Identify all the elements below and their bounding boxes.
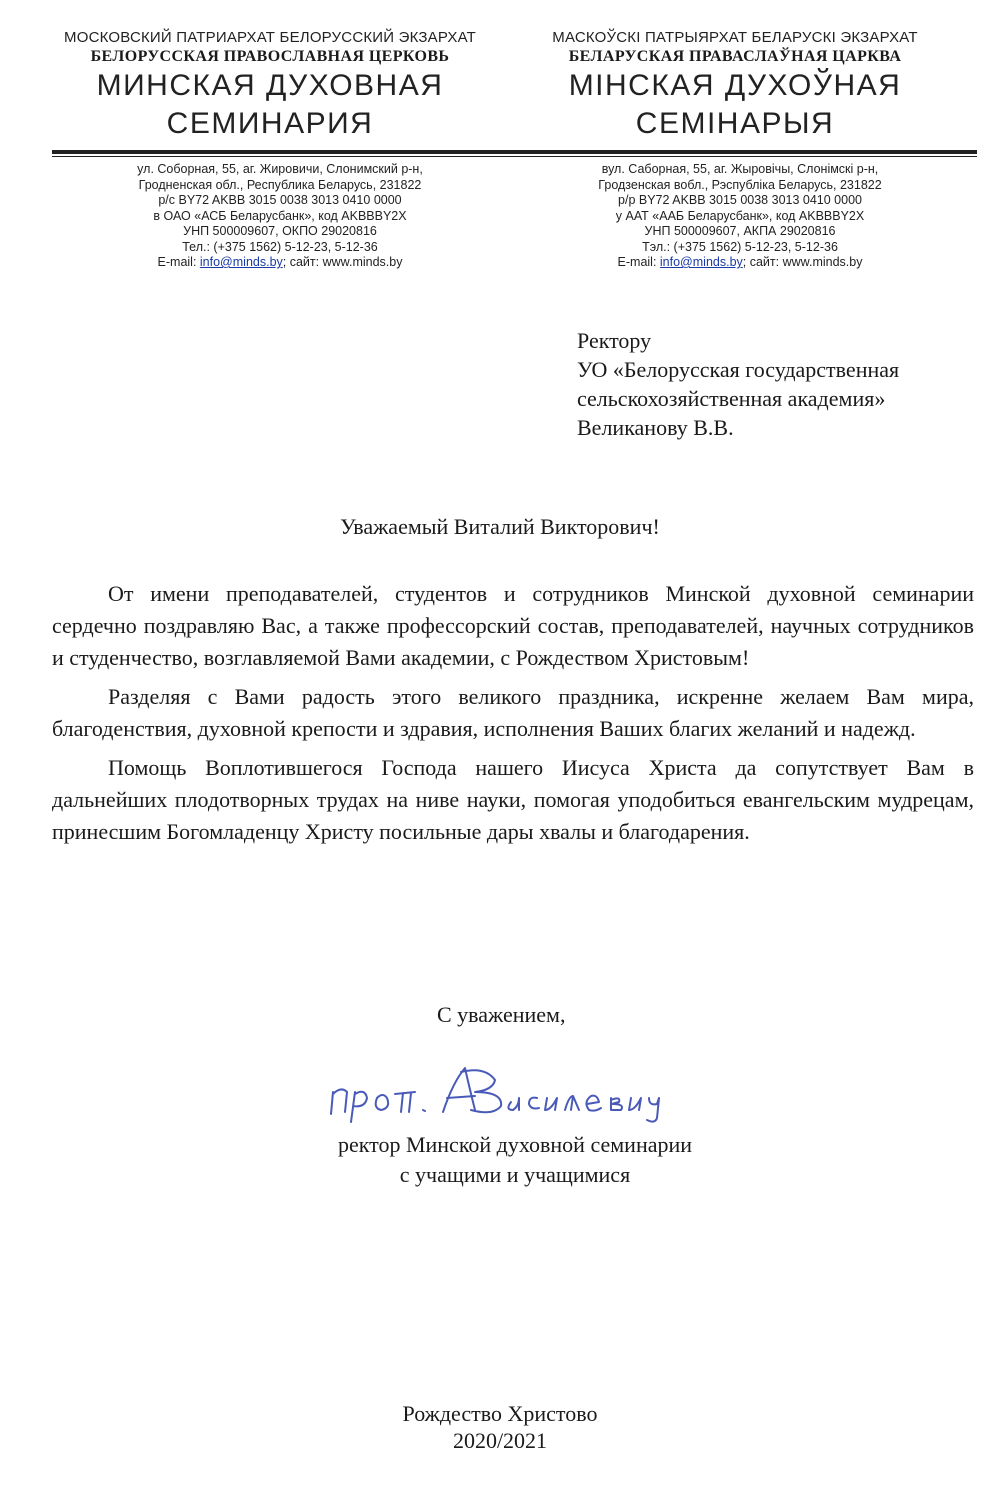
footer-year: 2020/2021 <box>452 1428 548 1453</box>
signer-subtitle: с учащими и учащимися <box>399 1162 631 1187</box>
signer-block <box>0 1130 1000 1190</box>
email-label: E-mail: <box>157 255 200 269</box>
contact-right-line <box>540 255 940 271</box>
email-link[interactable]: info@minds.by <box>199 255 283 269</box>
address-right-line: у ААТ «ААБ Беларусбанк», код AKBBBY2X <box>615 208 865 223</box>
letterhead-right-name-line1: МІНСКАЯ ДУХОЎНАЯ <box>568 69 902 102</box>
letterhead-divider-thin <box>52 156 977 157</box>
letterhead-left-name-line2: СЕМИНАРИЯ <box>166 107 374 140</box>
recipient-block <box>577 326 899 442</box>
recipient-line: УО «Белорусская государственная <box>577 357 900 382</box>
letterhead-left-patriarchate: МОСКОВСКИЙ ПАТРИАРХАТ БЕЛОРУССКИЙ ЭКЗАРХАТ <box>64 29 476 46</box>
address-left-line: ул. Соборная, 55, аг. Жировичи, Слонимский р-н, <box>137 162 423 176</box>
body-paragraph: От имени преподавателей, студентов и сотрудников Минской духовной семинарии сердечно поздравляю Вас, а также профессорский состав, преподавателей, научных сотрудников и студенчество, возглавляемой Вами академии, с Рождеством Христовым! <box>52 581 974 670</box>
site-text: ; сайт: www.minds.by <box>742 255 863 269</box>
address-right-line: УНП 500009607, АКПА 29020816 <box>644 224 836 238</box>
address-left-line: в ОАО «АСБ Беларусбанк», код AKBBBY2X <box>153 208 407 223</box>
body-paragraph: Разделяя с Вами радость этого великого праздника, искренне желаем Вам мира, благоденствия, духовной крепости и здравия, исполнения Ваших благих желаний и надежд. <box>52 684 974 741</box>
address-left-line: УНП 500009607, ОКПО 29020816 <box>183 224 377 238</box>
address-block-left <box>80 162 480 271</box>
letterhead-right <box>500 28 970 143</box>
letterhead-left-name-line1: МИНСКАЯ ДУХОВНАЯ <box>96 69 444 102</box>
address-block-right <box>540 162 940 271</box>
email-link[interactable]: info@minds.by <box>659 255 743 269</box>
recipient-line: Ректору <box>577 328 652 353</box>
signer-title: ректор Минской духовной семинарии <box>337 1132 693 1157</box>
email-label: E-mail: <box>617 255 660 269</box>
address-right-line: Тэл.: (+375 1562) 5-12-23, 5-12-36 <box>642 239 838 254</box>
address-left-line: Гродненская обл., Республика Беларусь, 231822 <box>138 177 422 192</box>
letterhead-right-name-line2: СЕМІНАРЫЯ <box>635 107 835 140</box>
body-paragraph: Помощь Воплотившегося Господа нашего Иисуса Христа да сопутствует Вам в дальнейших плодотворных трудах на ниве науки, помогая уподобиться евангельским мудрецам, принесшим Богомладенцу Христу посильные дары хвалы и благодарения. <box>52 755 974 844</box>
contact-left-line <box>80 255 480 271</box>
footer-occasion: Рождество Христово <box>402 1401 598 1426</box>
letterhead-left <box>35 28 505 143</box>
handwritten-signature <box>325 1062 705 1124</box>
closing: С уважением, <box>437 1002 566 1027</box>
recipient-line: сельскохозяйственная академия» <box>577 386 886 411</box>
address-right-line: Гродзенская вобл., Рэспубліка Беларусь, 231822 <box>598 177 882 192</box>
address-left-line: Тел.: (+375 1562) 5-12-23, 5-12-36 <box>182 239 378 254</box>
address-right-line: р/р BY72 AKBB 3015 0038 3013 0410 0000 <box>618 193 862 207</box>
recipient-line: Великанову В.В. <box>577 415 734 440</box>
letterhead-divider-thick <box>52 150 977 154</box>
letterhead-right-church: БЕЛАРУСКАЯ ПРАВАСЛАЎНАЯ ЦАРКВА <box>568 48 902 65</box>
site-text: ; сайт: www.minds.by <box>282 255 403 269</box>
address-left-line: р/с BY72 AKBB 3015 0038 3013 0410 0000 <box>158 193 402 207</box>
address-right-line: вул. Саборная, 55, аг. Жыровічы, Слонімскі р-н, <box>601 162 879 176</box>
letterhead-left-church: БЕЛОРУССКАЯ ПРАВОСЛАВНАЯ ЦЕРКОВЬ <box>90 48 450 65</box>
letterhead-right-patriarchate: МАСКОЎСКІ ПАТРЫЯРХАТ БЕЛАРУСКІ ЭКЗАРХАТ <box>552 29 918 46</box>
greeting: Уважаемый Виталий Викторович! <box>340 514 660 539</box>
footer <box>0 1400 1000 1454</box>
letter-body <box>52 578 974 855</box>
